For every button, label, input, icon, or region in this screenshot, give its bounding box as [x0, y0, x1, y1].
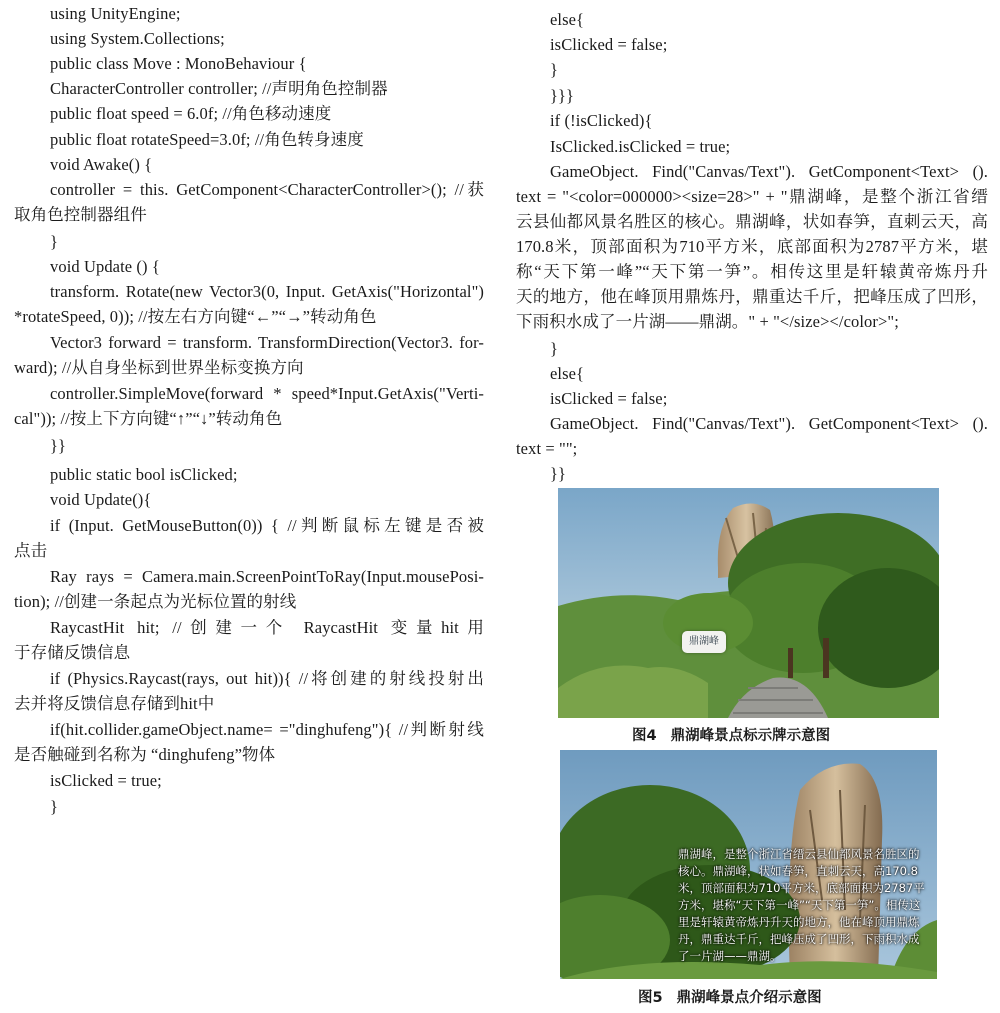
code-line: else{ [550, 10, 585, 29]
code-line: using System.Collections; [50, 29, 225, 48]
code-line: text = ""; [516, 439, 578, 458]
code-line: ward); //从自身坐标到世界坐标变换方向 [14, 358, 304, 377]
caption-text: 鼎湖峰景点标示牌示意图 [670, 728, 831, 744]
code-line: 是否触碰到名称为 “dinghufeng”物体 [14, 745, 276, 764]
code-line: public static bool isClicked; [50, 465, 238, 484]
code-line: tion); //创建一条起点为光标位置的射线 [14, 592, 297, 611]
code-line: using UnityEngine; [50, 4, 181, 23]
code-line: cal")); //按上下方向键“↑”“↓”转动角色 [14, 409, 283, 428]
code-line: public float speed = 6.0f; //角色移动速度 [50, 104, 332, 123]
code-line: } [550, 339, 559, 358]
code-line: 取角色控制器组件 [14, 205, 147, 224]
code-line: 下雨积水成了一片湖——鼎湖。" + "</size></color>"; [516, 312, 899, 331]
code-line: }}} [550, 86, 575, 105]
code-line: if(hit.collider.gameObject.name= ="dinghufeng"){ //判断射线 [50, 720, 484, 739]
code-line: GameObject. Find("Canvas/Text"). GetComponent<Text> (). [550, 414, 988, 433]
code-line: isClicked = false; [550, 35, 668, 54]
code-line: isClicked = false; [550, 389, 668, 408]
code-line: IsClicked.isClicked = true; [550, 137, 731, 156]
code-line: text = "<color=000000><size=28>" + "鼎湖峰，是整个浙江省缙 [516, 187, 988, 206]
code-line: RaycastHit hit; //创建一个 RaycastHit 变量hit用 [50, 618, 484, 637]
code-line: *rotateSpeed, 0)); //按左右方向键“←”“→”转动角色 [14, 307, 377, 326]
code-line: 天的地方，他在峰顶用鼎炼丹，鼎重达千斤，把峰压成了凹形， [516, 287, 988, 306]
code-line: GameObject. Find("Canvas/Text"). GetComponent<Text> (). [550, 162, 988, 181]
code-line: isClicked = true; [50, 771, 162, 790]
code-line: }} [50, 436, 67, 455]
code-line: 称“天下第一峰”“天下第一笋”。相传这里是轩辕黄帝炼丹升 [516, 262, 988, 281]
scenic-intro-text: 鼎湖峰，是整个浙江省缙云县仙都风景名胜区的核心。鼎湖峰，状如春笋，直刺云天，高170.8米，顶部面积为710平方米，底部面积为2787平方米，堪称“天下第一峰”“天下第一笋”。相传这里是轩辕黄帝炼丹升天的地方，他在峰顶用鼎炼丹，鼎重达千斤，把峰压成了凹形，下雨积水成了一片湖——鼎湖。 [678, 847, 925, 963]
figure-4-caption [632, 724, 830, 745]
code-line: } [50, 232, 59, 251]
figure-4-image [558, 488, 939, 718]
code-line: } [50, 797, 59, 816]
code-line: 云县仙都风景名胜区的核心。鼎湖峰，状如春笋，直刺云天，高 [516, 212, 988, 231]
scenic-sign-label[interactable]: 鼎湖峰 [682, 631, 726, 653]
caption-number: 图4 [632, 728, 657, 744]
code-line: CharacterController controller; //声明角色控制器 [50, 79, 388, 98]
code-line: Ray rays = Camera.main.ScreenPointToRay(Input.mousePosi- [50, 567, 484, 586]
code-line: 170.8米，顶部面积为710平方米，底部面积为2787平方米，堪 [516, 237, 988, 256]
code-line: void Update () { [50, 257, 160, 276]
code-line: else{ [550, 364, 585, 383]
scenic-sign-scene [558, 488, 939, 718]
code-line: void Awake() { [50, 155, 153, 174]
figure-5-image [560, 750, 937, 979]
code-line: controller.SimpleMove(forward * speed*Input.GetAxis("Verti- [50, 384, 484, 403]
code-line: void Update(){ [50, 490, 152, 509]
code-line: public class Move : MonoBehaviour { [50, 54, 307, 73]
code-line: 去并将反馈信息存储到hit中 [14, 694, 215, 713]
code-line: 点击 [14, 541, 48, 560]
code-line: Vector3 forward = transform. TransformDirection(Vector3. for- [50, 333, 484, 352]
caption-number: 图5 [638, 990, 663, 1006]
code-line: }} [550, 464, 567, 483]
code-line: transform. Rotate(new Vector3(0, Input. GetAxis("Horizontal") [50, 282, 484, 301]
code-line: if (Input. GetMouseButton(0)) { //判断鼠标左键是否被 [50, 516, 484, 535]
code-line: } [550, 60, 559, 79]
code-line: if (Physics.Raycast(rays, out hit)){ //将创建的射线投射出 [50, 669, 484, 688]
caption-text: 鼎湖峰景点介绍示意图 [676, 990, 822, 1006]
code-line: controller = this. GetComponent<CharacterController>(); //获 [50, 180, 484, 199]
figure-5-caption [638, 986, 822, 1007]
code-line: 于存储反馈信息 [14, 643, 131, 662]
code-line: public float rotateSpeed=3.0f; //角色转身速度 [50, 130, 364, 149]
code-line: if (!isClicked){ [550, 111, 653, 130]
